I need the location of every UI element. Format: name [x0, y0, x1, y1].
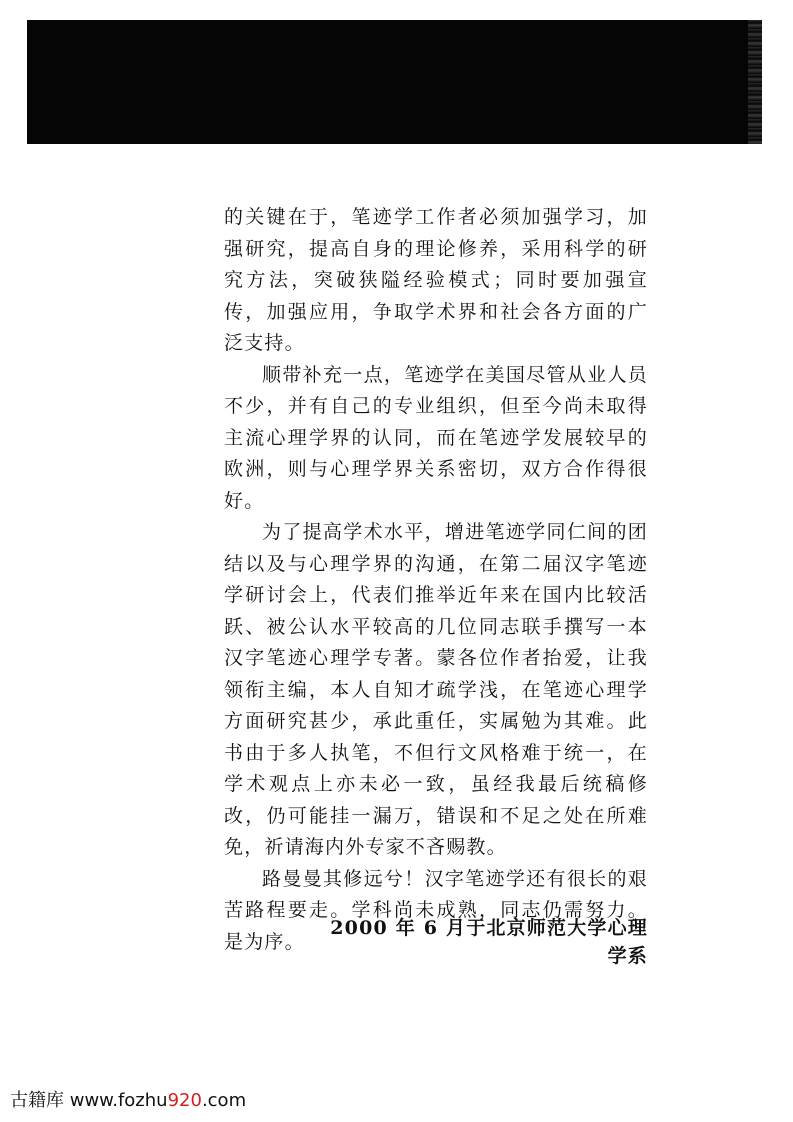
preface-body	[224, 202, 648, 958]
site-watermark	[10, 1090, 246, 1112]
watermark-prefix: 古籍库 www.fozhu	[10, 1090, 168, 1111]
paragraph-1: 的关键在于，笔迹学工作者必须加强学习，加强研究，提高自身的理论修养，采用科学的研究方法，突破狭隘经验模式；同时要加强宣传，加强应用，争取学术界和社会各方面的广泛支持。	[224, 206, 648, 354]
scan-edge-noise	[748, 20, 762, 144]
paragraph-2: 顺带补充一点，笔迹学在美国尽管从业人员不少，并有自己的专业组织，但至今尚未取得主流心理学界的认同，而在笔迹学发展较早的欧洲，则与心理学界关系密切，双方合作得很好。	[224, 363, 648, 512]
date-signature: 2000 年 6 月于北京师范大学心理学系	[330, 917, 648, 967]
paragraph-4: 路曼曼其修远兮！汉字笔迹学还有很长的艰苦路程要走。学科尚未成熟，同志仍需努力。是为序。	[224, 867, 648, 953]
watermark-suffix: .com	[201, 1090, 247, 1111]
scanned-header-band	[27, 20, 762, 144]
paragraph-3: 为了提高学术水平，增进笔迹学同仁间的团结以及与心理学界的沟通，在第二届汉字笔迹学研讨会上，代表们推举近年来在国内比较活跃、被公认水平较高的几位同志联手撰写一本汉字笔迹心理学专著。蒙各位作者抬爱，让我领衔主编，本人自知才疏学浅，在笔迹心理学方面研究甚少，承此重任，实属勉为其难。此书由于多人执笔，不但行文风格难于统一，在学术观点上亦未必一致，虽经我最后统稿修改，仍可能挂一漏万，错误和不足之处在所难免，祈请海内外专家不吝赐教。	[224, 521, 648, 858]
watermark-accent: 920	[167, 1090, 202, 1111]
